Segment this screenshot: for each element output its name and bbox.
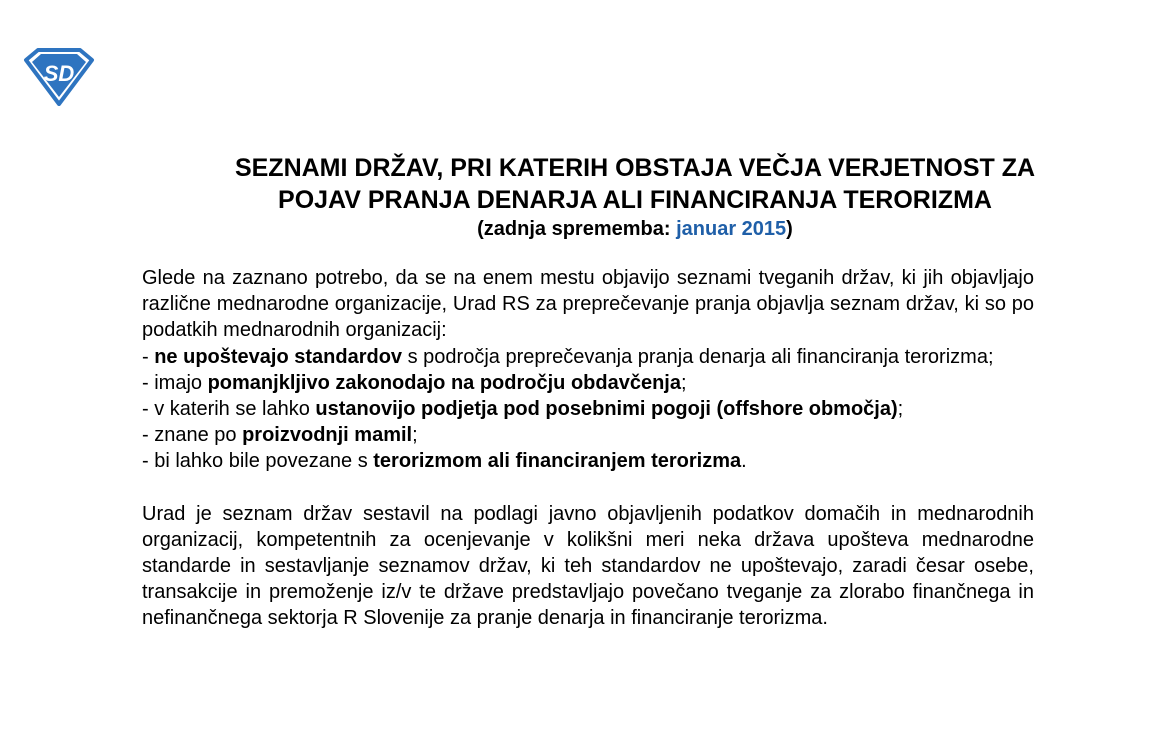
last-change-note <box>120 215 1150 243</box>
methodology-paragraph: Urad je seznam držav sestavil na podlagi javno objavljenih podatkov domačih in mednarodnih organizacij, kompetentnih za ocenjevanje v kolikšni meri neka država upošteva mednarodne standarde in sestavljanje seznamov držav, ki teh standardov ne upoštevajo, zaradi česar osebe, transakcije in premoženje iz/v te države predstavljajo povečano tveganje za zlorabo finančnega in nefinančnega sektorja R Slovenije za pranje denarja in financiranje terorizma. <box>142 502 1034 630</box>
item-prefix: - imajo <box>142 371 208 394</box>
item-emphasis: terorizmom ali financiranjem terorizma <box>373 450 742 473</box>
item-emphasis: pomanjkljivo zakonodajo na področju obdavčenja <box>207 371 681 394</box>
title-line-2: POJAV PRANJA DENARJA ALI FINANCIRANJA TERORIZMA <box>278 186 992 214</box>
item-prefix: - znane po <box>142 424 243 447</box>
list-item <box>142 448 1034 474</box>
item-suffix: . <box>741 450 747 473</box>
intro-paragraph: Glede na zaznano potrebo, da se na enem mestu objavijo seznami tveganih držav, ki jih objavljajo različne mednarodne organizacije, Urad RS za preprečevanje pranja objavlja seznam držav, ki so po podatkih mednarodnih organizacij: <box>142 267 1034 342</box>
item-emphasis: ne upoštevajo standardov <box>154 345 403 368</box>
item-suffix: ; <box>412 424 418 447</box>
item-prefix: - <box>142 345 155 368</box>
subtitle-open: (zadnja sprememba: <box>477 218 677 240</box>
list-item <box>142 422 1034 448</box>
item-prefix: - bi lahko bile povezane s <box>142 450 374 473</box>
list-item <box>142 396 1034 422</box>
item-suffix: ; <box>897 398 904 421</box>
paragraph-spacer <box>142 475 1034 501</box>
item-prefix: - v katerih se lahko <box>142 398 316 421</box>
sd-logo <box>22 48 96 106</box>
item-suffix: ; <box>681 371 687 394</box>
last-change-date: januar 2015 <box>676 218 787 240</box>
list-item <box>142 344 1034 370</box>
subtitle-close: ) <box>786 218 793 240</box>
item-emphasis: ustanovijo podjetja pod posebnimi pogoji (offshore območja) <box>315 398 898 421</box>
document-body <box>142 265 1034 632</box>
list-item <box>142 370 1034 396</box>
page-title <box>120 152 1150 216</box>
logo-letters: SD <box>43 61 75 86</box>
item-suffix: s področja preprečevanja pranja denarja ali financiranja terorizma; <box>402 345 994 368</box>
item-emphasis: proizvodnji mamil <box>242 424 413 447</box>
title-line-1: SEZNAMI DRŽAV, PRI KATERIH OBSTAJA VEČJA VERJETNOST ZA <box>234 154 1036 182</box>
